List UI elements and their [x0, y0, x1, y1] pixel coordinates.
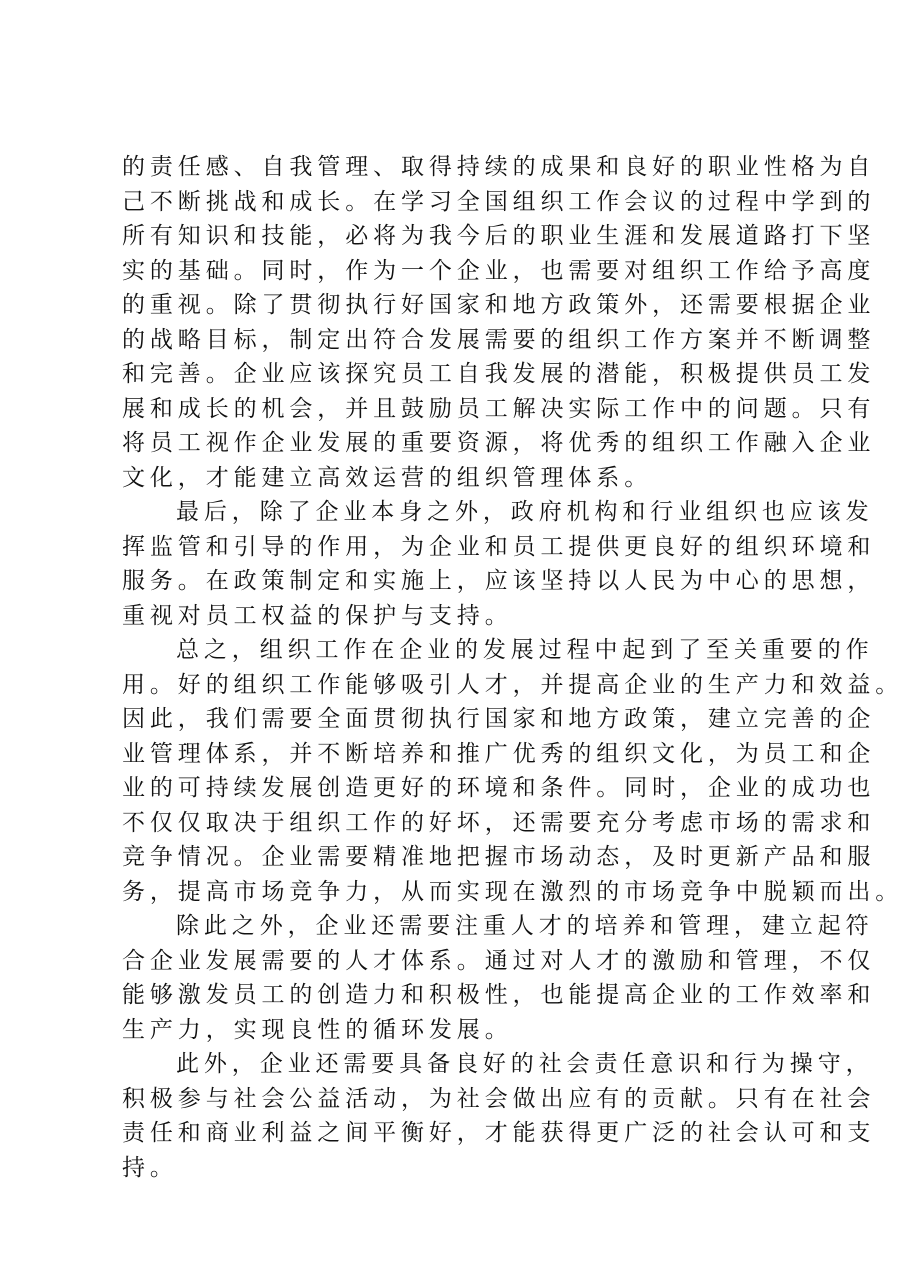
- text-line: 和完善。企业应该探究员工自我发展的潜能，积极提供员工发: [122, 361, 876, 387]
- text-line: 竞争情况。企业需要精准地把握市场动态，及时更新产品和服: [122, 844, 876, 870]
- text-line: 责任和商业利益之间平衡好，才能获得更广泛的社会认可和支: [122, 1120, 876, 1146]
- paragraph-first-line: 除此之外，企业还需要注重人才的培养和管理，建立起符: [176, 913, 874, 939]
- text-line: 不仅仅取决于组织工作的好坏，还需要充分考虑市场的需求和: [122, 809, 876, 836]
- text-line: 服务。在政策制定和实施上，应该坚持以人民为中心的思想，: [122, 568, 876, 594]
- body-text: [122, 150, 904, 1185]
- text-line: 务，提高市场竞争力，从而实现在激烈的市场竞争中脱颖而出。: [122, 878, 904, 905]
- text-line: 业管理体系，并不断培养和推广优秀的组织文化，为员工和企: [122, 740, 876, 767]
- paragraph-first-line: 总之，组织工作在企业的发展过程中起到了至关重要的作: [176, 637, 874, 663]
- text-line: 因此，我们需要全面贯彻执行国家和地方政策，建立完善的企: [122, 706, 876, 732]
- text-line: 的战略目标，制定出符合发展需要的组织工作方案并不断调整: [122, 326, 876, 353]
- text-line: 能够激发员工的创造力和积极性，也能提高企业的工作效率和: [122, 982, 876, 1008]
- text-line: 积极参与社会公益活动，为社会做出应有的贡献。只有在社会: [122, 1085, 876, 1112]
- text-line: 持。: [122, 1154, 178, 1181]
- text-line: 重视对员工权益的保护与支持。: [122, 602, 513, 629]
- text-line: 用。好的组织工作能够吸引人才，并提高企业的生产力和效益。: [122, 671, 904, 698]
- text-line: 业的可持续发展创造更好的环境和条件。同时，企业的成功也: [122, 775, 876, 801]
- paragraph-first-line: 此外，企业还需要具备良好的社会责任意识和行为操守，: [176, 1051, 874, 1077]
- text-line: 挥监管和引导的作用，为企业和员工提供更良好的组织环境和: [122, 533, 876, 560]
- text-line: 文化，才能建立高效运营的组织管理体系。: [122, 464, 653, 491]
- text-line: 合企业发展需要的人才体系。通过对人才的激励和管理，不仅: [122, 947, 876, 974]
- paragraph-first-line: 最后，除了企业本身之外，政府机构和行业组织也应该发: [176, 499, 874, 525]
- text-line: 实的基础。同时，作为一个企业，也需要对组织工作给予高度: [122, 257, 876, 284]
- text-line: 的重视。除了贯彻执行好国家和地方政策外，还需要根据企业: [122, 292, 876, 318]
- text-line: 展和成长的机会，并且鼓励员工解决实际工作中的问题。只有: [122, 395, 876, 422]
- text-line: 所有知识和技能，必将为我今后的职业生涯和发展道路打下坚: [122, 223, 876, 249]
- text-line: 生产力，实现良性的循环发展。: [122, 1016, 513, 1043]
- text-line: 将员工视作企业发展的重要资源，将优秀的组织工作融入企业: [122, 430, 876, 456]
- text-line: 的责任感、自我管理、取得持续的成果和良好的职业性格为自: [122, 154, 876, 180]
- text-line: 己不断挑战和成长。在学习全国组织工作会议的过程中学到的: [122, 188, 876, 215]
